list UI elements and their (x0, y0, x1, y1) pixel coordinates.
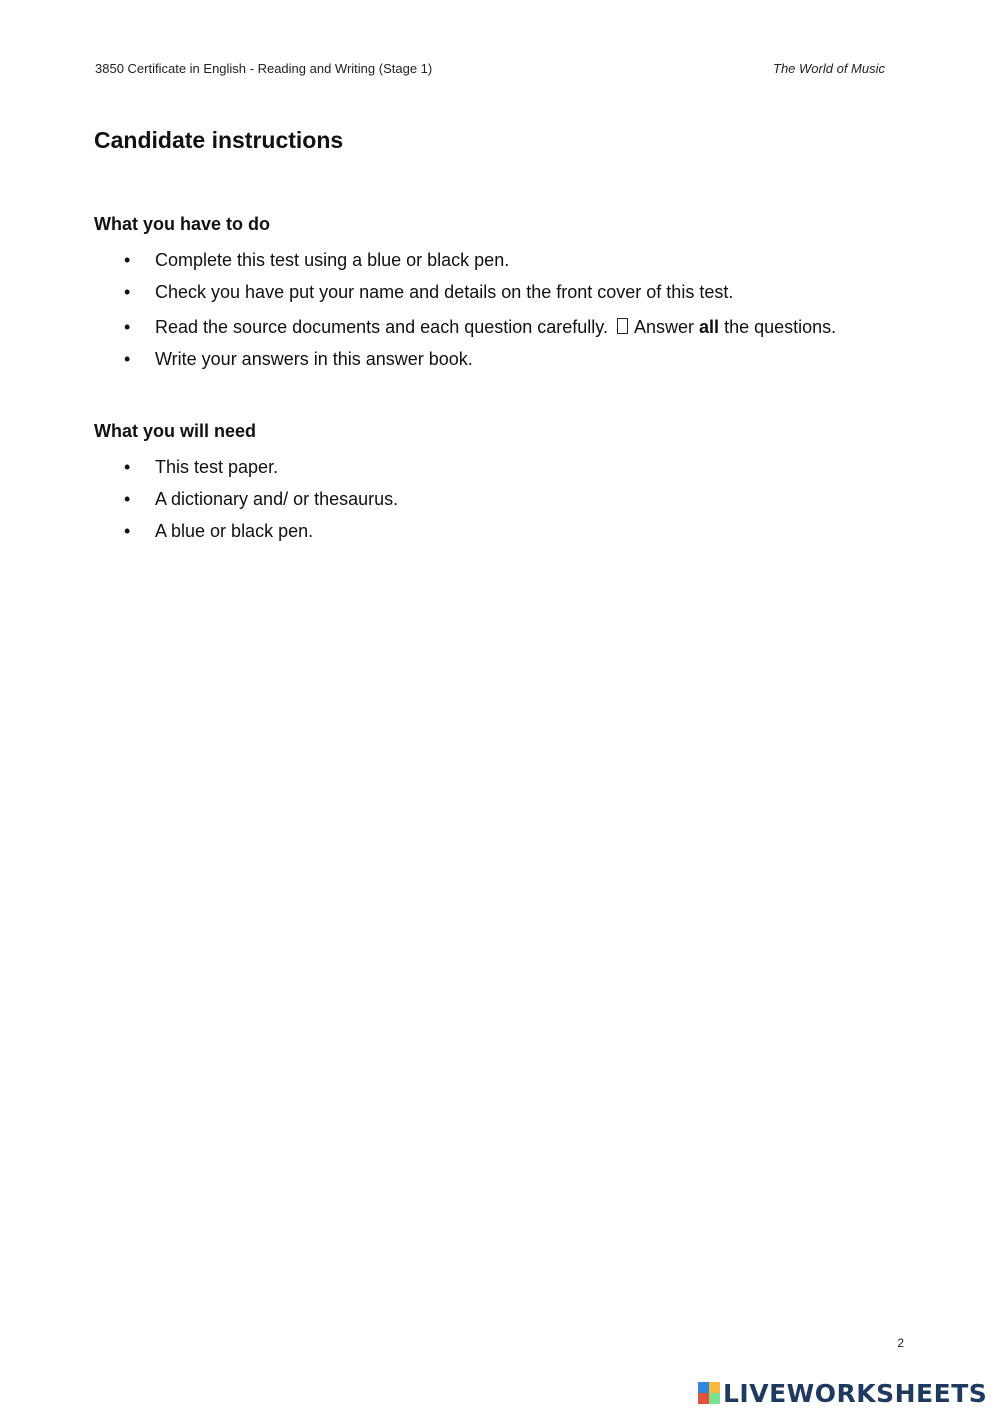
bullet-icon: • (124, 521, 131, 541)
bullet-icon: • (124, 489, 131, 509)
list-item-text: Check you have put your name and details on the front cover of this test. (155, 282, 734, 302)
list-item-text: Answer (633, 317, 695, 337)
list-item (124, 489, 398, 521)
bullet-icon: • (124, 349, 131, 369)
section-heading-what-to-do: What you have to do (94, 214, 271, 234)
bullet-icon: • (124, 317, 131, 337)
watermark-text: LIVEWORKSHEETS (723, 1378, 988, 1408)
missing-glyph-box-icon (617, 318, 628, 334)
what-you-need-list (124, 457, 398, 553)
running-header-left: 3850 Certificate in English - Reading and Writing (Stage 1) (95, 61, 433, 76)
list-item-text: the questions. (724, 317, 837, 337)
list-item-text: This test paper. (155, 457, 279, 477)
page-title: Candidate instructions (94, 127, 344, 153)
list-item-text: Write your answers in this answer book. (155, 349, 473, 369)
list-item-text: A dictionary and/ or thesaurus. (155, 489, 399, 509)
list-item (124, 282, 836, 317)
running-header-right: The World of Music (773, 61, 885, 76)
bullet-icon: • (124, 250, 131, 270)
bullet-icon: • (124, 282, 131, 302)
logo-tile (709, 1393, 720, 1404)
liveworksheets-logo-icon (698, 1382, 720, 1404)
liveworksheets-watermark[interactable] (698, 1378, 987, 1408)
bullet-icon: • (124, 457, 131, 477)
list-item (124, 457, 398, 489)
list-item (124, 521, 398, 553)
section-heading-what-you-need: What you will need (94, 421, 257, 441)
page-number: 2 (897, 1336, 904, 1350)
logo-tile (709, 1382, 720, 1393)
list-item (124, 250, 836, 282)
emphasis-text: all (699, 317, 720, 337)
logo-tile (698, 1382, 709, 1393)
list-item-text: Complete this test using a blue or black pen. (155, 250, 510, 270)
list-item-text: Read the source documents and each question carefully. (155, 317, 608, 337)
list-item (124, 317, 836, 349)
what-to-do-list (124, 250, 836, 381)
list-item (124, 349, 836, 381)
logo-tile (698, 1393, 709, 1404)
list-item-text: A blue or black pen. (155, 521, 314, 541)
